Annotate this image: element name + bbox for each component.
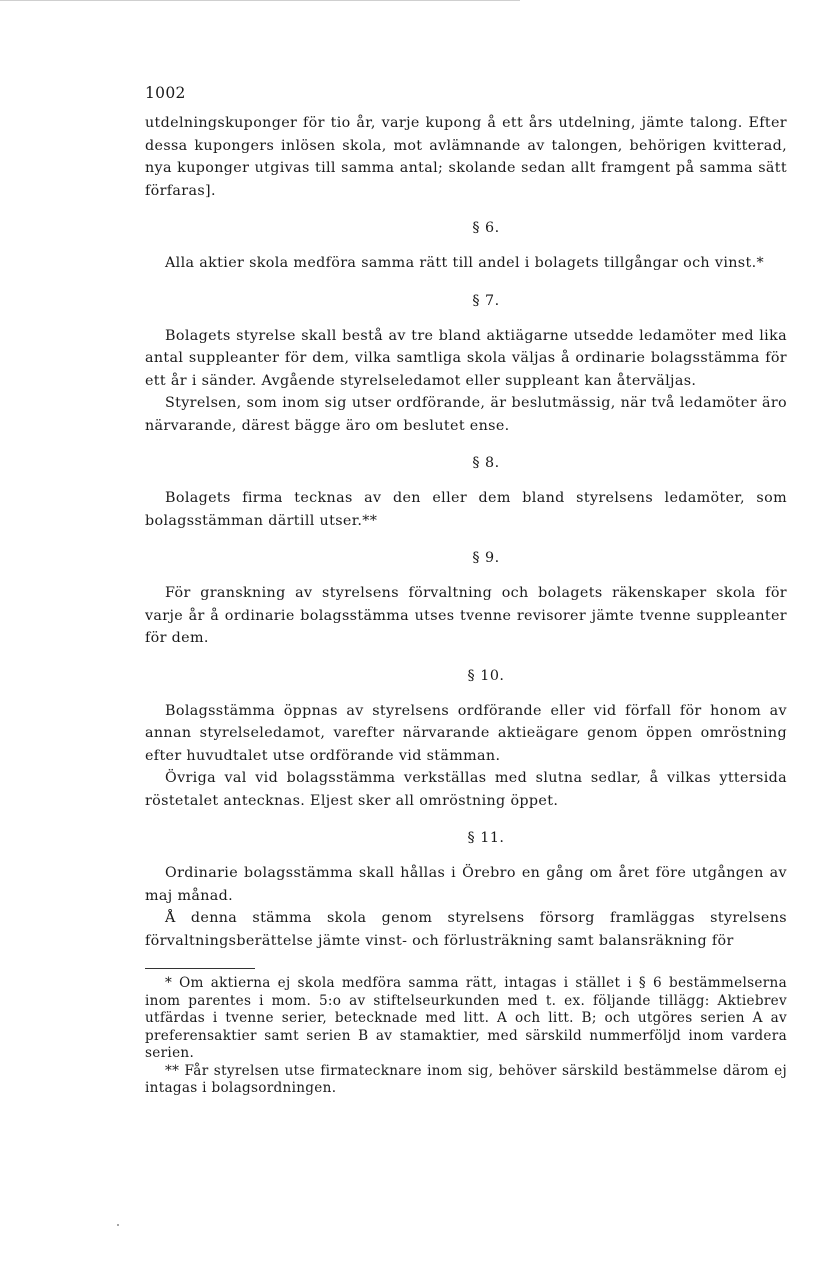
section-7-paragraph-1: Bolagets styrelse skall bestå av tre bland aktiägarne utsedde ledamöter med lika antal suppleanter för dem, vilka samtliga skola väljas å ordinarie bolagsstämma för ett år i sänder. Avgående styrelseledamot eller suppleant kan återväljas.	[145, 327, 787, 389]
scan-speck	[117, 1224, 119, 1226]
section-11-paragraph-2: Å denna stämma skola genom styrelsens försorg framläggas styrelsens förvaltningsberättelse jämte vinst- och förlusträkning samt balansräkning för	[145, 910, 787, 949]
section-heading-10: § 10.	[467, 667, 505, 684]
footnote-divider	[145, 968, 255, 969]
section-10-paragraph-1: Bolagsstämma öppnas av styrelsens ordförande eller vid förfall för honom av annan styrelseledamot, varefter närvarande aktieägare genom öppen omröstning efter huvudtalet utse ordförande vid stämman.	[145, 702, 787, 764]
section-10-paragraph-2: Övriga val vid bolagsstämma verkställas med slutna sedlar, å vilkas yttersida röstetalet antecknas. Eljest sker all omröstning öppet.	[145, 770, 787, 809]
section-8-paragraph: Bolagets firma tecknas av den eller dem bland styrelsens ledamöter, som bolagsstämman därtill utser.**	[145, 490, 787, 529]
scan-top-edge-line	[0, 0, 520, 1]
section-heading-6: § 6.	[472, 220, 500, 236]
section-heading-9: § 9.	[472, 550, 500, 566]
section-11-paragraph-1: Ordinarie bolagsstämma skall hållas i Örebro en gång om året före utgången av maj månad.	[145, 865, 787, 904]
page-number: 1002	[145, 84, 186, 102]
section-heading-7: § 7.	[472, 292, 500, 309]
footnote-2: ** Får styrelsen utse firmatecknare inom sig, behöver särskild bestämmelse därom ej intagas i bolagsordningen.	[145, 1062, 787, 1096]
section-6-paragraph: Alla aktier skola medföra samma rätt till andel i bolagets tillgångar och vinst.*	[165, 255, 764, 271]
section-7-paragraph-2: Styrelsen, som inom sig utser ordförande, är beslutmässig, när två ledamöter äro närvarande, därest bägge äro om beslutet ense.	[145, 395, 787, 434]
footnote-1: * Om aktierna ej skola medföra samma rätt, intagas i stället i § 6 bestämmelserna inom parentes i mom. 5:o av stiftelseurkunden med t. ex. följande tillägg: Aktiebrev utfärdas i tvenne serier, betecknade med litt. A och litt. B; och utgöres serien A av preferensaktier samt serien B av stamaktier, med särskild nummerföljd inom vardera serien.	[145, 975, 787, 1061]
book-page	[145, 84, 787, 1098]
section-heading-8: § 8.	[472, 455, 500, 471]
section-heading-11: § 11.	[467, 830, 505, 846]
section-9-paragraph: För granskning av styrelsens förvaltning och bolagets räkenskaper skola för varje år å ordinarie bolagsstämma utses tvenne revisorer jämte tvenne suppleanter för dem.	[145, 585, 787, 646]
continued-paragraph: utdelningskuponger för tio år, varje kupong å ett års utdelning, jämte talong. Efter dessa kupongers inlösen skola, mot avlämnande av talongen, behörigen kvitterad, nya kuponger utgivas till samma antal; skolande sedan allt framgent på samma sätt förfaras].	[145, 115, 787, 199]
